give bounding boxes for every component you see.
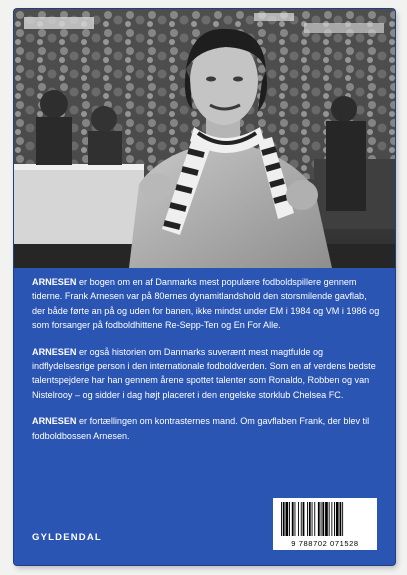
barcode-bar	[295, 502, 296, 536]
photo-illustration	[14, 9, 395, 268]
barcode-bar	[314, 502, 315, 536]
barcode-bar	[318, 502, 320, 536]
blurb-body-1: er bogen om en af Danmarks mest populære fodboldspillere gennem tiderne. Frank Arnesen var på 80ernes dynamitlandshold den storsmilende gavflab, der både førte an på og uden for banen, ikke mindst under EM i 1984 og VM i 1986 og som forsanger på fodboldhittene Re-Sepp-Ten og En For Alle.	[32, 277, 380, 331]
barcode-bar	[322, 502, 324, 536]
barcode-bar	[329, 502, 330, 536]
barcode-bar	[336, 502, 339, 536]
blurb-text	[32, 275, 382, 455]
blurb-paragraph-1	[32, 275, 382, 333]
isbn-number: 9 788702 071528	[291, 539, 359, 548]
cover-photo	[14, 9, 395, 268]
barcode-bar	[292, 502, 294, 536]
publisher-logo: GYLDENDAL	[32, 532, 102, 543]
blurb-lead-3: ARNESEN	[32, 416, 77, 427]
barcode-bar	[303, 502, 305, 536]
barcode-bar	[309, 502, 311, 536]
blurb-paragraph-3	[32, 414, 382, 443]
barcode-bar	[286, 502, 289, 536]
blurb-lead-1: ARNESEN	[32, 277, 77, 287]
barcode-bar	[307, 502, 308, 536]
barcode-bar	[301, 502, 302, 536]
barcode-bar	[342, 502, 343, 536]
isbn-barcode	[273, 498, 377, 550]
barcode-bar	[283, 502, 285, 536]
blurb-paragraph-2	[32, 345, 382, 403]
barcode-bar	[325, 502, 328, 536]
blurb-body-2: er også historien om Danmarks suverænt mest magtfulde og indflydelsesrige person i den internationale fodboldverden. Som en af verdens bedste talentspejdere har han gennem årene spottet talenter som Ronaldo, Robben og van Nistelrooy – og sidder i dag højt placeret i den engelske storklub Chelsea FC.	[32, 346, 376, 400]
barcode-bar	[289, 502, 290, 536]
barcode-bar	[281, 502, 282, 536]
barcode-bar	[321, 502, 322, 536]
barcode-bar	[331, 502, 332, 536]
barcode-bar	[298, 502, 299, 536]
barcode-bar	[340, 502, 342, 536]
barcode-lines	[273, 498, 377, 540]
blurb-lead-2: ARNESEN	[32, 346, 77, 357]
book-back-cover	[14, 9, 395, 565]
blurb-body-3: er fortællingen om kontrasternes mand. Om gavflaben Frank, der blev til fodboldbossen Arnesen.	[32, 416, 370, 441]
barcode-bar	[312, 502, 313, 536]
barcode-bar	[334, 502, 335, 536]
